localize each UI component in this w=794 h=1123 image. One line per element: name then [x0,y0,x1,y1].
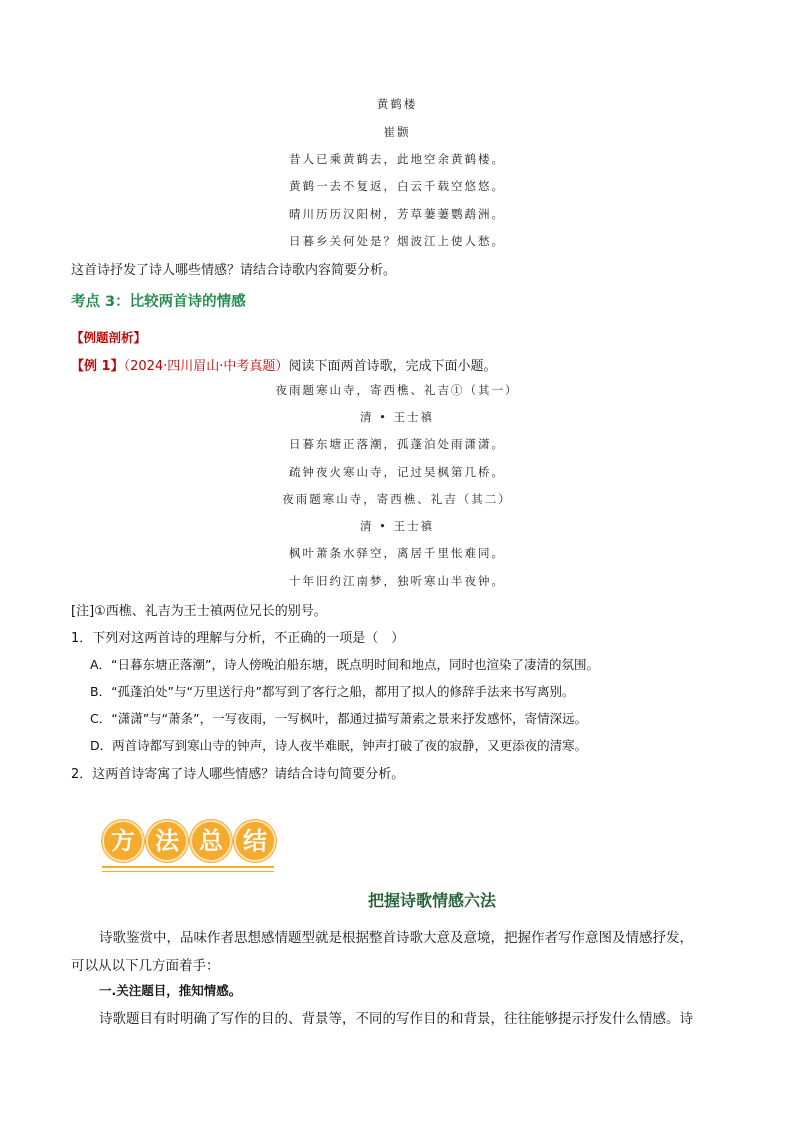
option-c: C．“潇潇”与“萧条”，一写夜雨，一写枫叶，都通过描写萧索之景来抒发感怀，寄情深远。 [90,711,588,726]
poem2-author: 清 • 王士禛 [359,410,435,424]
method-title: 把握诗歌情感六法 [367,891,496,910]
section-heading: 考点 3：比较两首诗的情感 [71,294,246,310]
poem1-author: 崔颢 [383,125,411,139]
annotation-note: [注]①西樵、礼吉为王士禛两位兄长的别号。 [71,604,327,619]
poem3-author: 清 • 王士禛 [359,519,435,533]
option-b: B．“孤蓬泊处”与“万里送行舟”都写到了客行之船，都用了拟人的修辞手法来书写离别。 [90,684,575,699]
question-stem: 1．下列对这两首诗的理解与分析，不正确的一项是（ ） [71,631,405,646]
poem3-title: 夜雨题寒山寺，寄西樵、礼吉（其二） [282,492,512,506]
poem2-line: 疏钟夜火寒山寺，记过吴枫第几桥。 [289,465,505,479]
example-source: （2024·四川眉山·中考真题） [123,359,289,374]
paragraph-1-cont: 可以从以下几方面着手： [71,958,220,974]
example-tag: 【例题剖析】 [71,330,147,345]
banner-char: 法 [146,820,188,862]
banner-char: 结 [234,820,276,862]
poem2-title: 夜雨题寒山寺，寄西樵、礼吉①（其一） [275,383,519,397]
poem1-line: 日暮乡关何处是？烟波江上使人愁。 [289,234,505,248]
example-label: 【例 1】 [71,359,124,374]
poem1-line: 黄鹤一去不复返，白云千载空悠悠。 [289,179,505,193]
banner-underline [102,871,274,872]
question-1: 这首诗抒发了诗人哪些情感？请结合诗歌内容简要分析。 [71,263,397,278]
banner-char: 方 [102,820,144,862]
method-summary-banner [100,818,275,876]
point-1: 一.关注题目，推知情感。 [99,983,242,998]
poem2-line: 日暮东塘正落潮，孤蓬泊处雨潇潇。 [289,437,505,451]
poem1-line: 晴川历历汉阳树，芳草萋萋鹦鹉洲。 [289,207,505,221]
option-a: A．“日暮东塘正落潮”，诗人傍晚泊船东塘，既点明时间和地点，同时也渲染了凄清的氛围。 [90,657,600,672]
banner-underline [102,866,274,868]
poem1-title: 黄鹤楼 [376,97,418,111]
paragraph-2: 诗歌题目有时明确了写作的目的、背景等，不同的写作目的和背景，往往能够提示抒发什么情感。诗 [99,1011,693,1027]
question-2: 2．这两首诗寄寓了诗人哪些情感？请结合诗句简要分析。 [71,767,405,782]
poem1-line: 昔人已乘黄鹤去，此地空余黄鹤楼。 [289,152,505,166]
poem3-line: 枫叶萧条水驿空，离居千里怅难同。 [289,546,505,560]
poem3-line: 十年旧约江南梦，独听寒山半夜钟。 [289,574,505,588]
banner-char: 总 [190,820,232,862]
example-intro [71,355,496,374]
paragraph-1: 诗歌鉴赏中，品味作者思想感情题型就是根据整首诗歌大意及意境，把握作者写作意图及情感抒发， [99,930,693,946]
example-instruction: 阅读下面两首诗歌，完成下面小题。 [288,359,497,374]
option-d: D．两首诗都写到寒山寺的钟声，诗人夜半难眠，钟声打破了夜的寂静，又更添夜的清寒。 [90,738,588,753]
